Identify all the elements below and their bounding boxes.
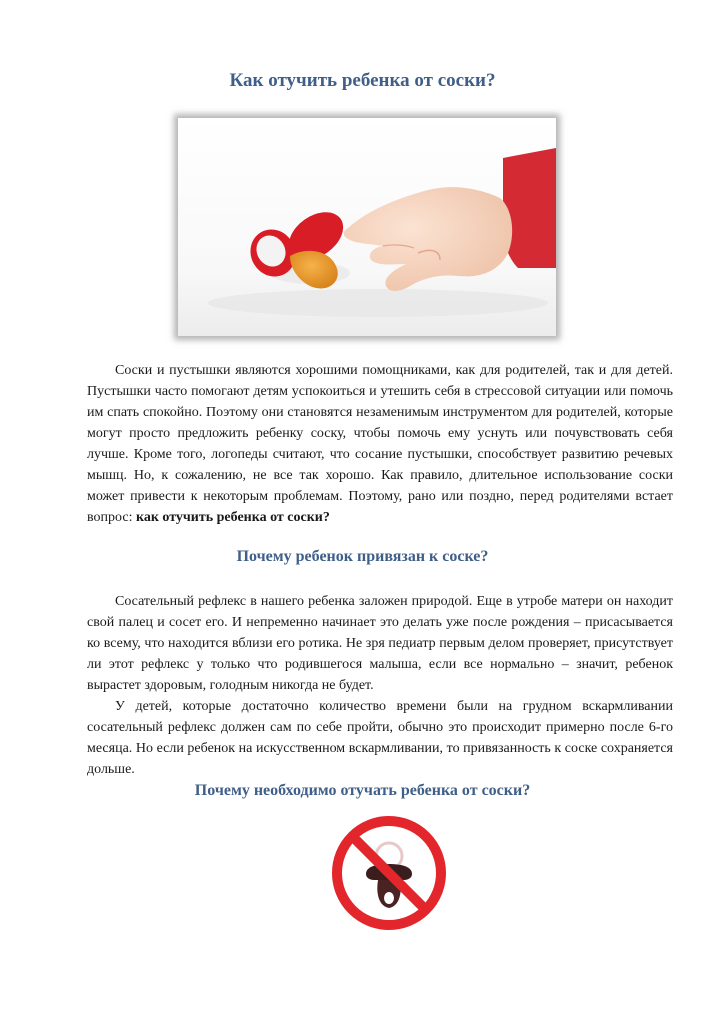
section-heading-why-attached: Почему ребенок привязан к соске? [236, 548, 489, 565]
reflex-paragraph-1: Сосательный рефлекс в нашего ребенка заложен природой. Еще в утробе матери он находит свой палец и сосет его. И непременно начинает это делать уже после рождения – присасывается ко всему, что находится вблизи его ротика. Не зря педиатр первым делом проверяет, присутствует ли этот рефлекс у только что родившегося малыша, если все нормально – значит, ребенок вырастет здоровым, голодным никогда не будет. [87, 594, 673, 693]
intro-paragraph-bold-question: как отучить ребенка от соски? [135, 510, 330, 525]
reflex-section [87, 591, 673, 780]
reflex-paragraph-2: У детей, которые достаточно количество времени были на грудном вскармливании сосательный рефлекс должен сам по себе пройти, обычно это происходит примерно после 6-го месяца. Но если ребенок на искусственном вскармливании, то привязанность к соске сохраняется дольше. [87, 699, 673, 777]
section-heading-why-wean: Почему необходимо отучать ребенка от соски? [194, 782, 531, 799]
page-title: Как отучить ребенка от соски? [229, 70, 496, 91]
baby-pacifier-photo [178, 118, 556, 336]
no-pacifier-sign-icon [328, 812, 450, 934]
intro-paragraph [87, 360, 673, 528]
intro-paragraph-text: Соски и пустышки являются хорошими помощниками, как для родителей, так и для детей. Пустышки часто помогают детям успокоиться и утешить себя в стрессовой ситуации или помочь им спать спокойно. Поэтому они становятся незаменимым инструментом для родителей, которые могут просто предложить ребенку соску, чтобы помочь ему уснуть или почувствовать себя лучше. Кроме того, логопеды считают, что сосание пустышки, способствует развитию речевых мышц. Но, к сожалению, не все так хорошо. Как правило, длительное использование соски может привести к некоторым проблемам. Поэтому, рано или поздно, перед родителями встает вопрос: [87, 363, 673, 525]
baby-hand-pacifier-illustration [178, 118, 556, 336]
